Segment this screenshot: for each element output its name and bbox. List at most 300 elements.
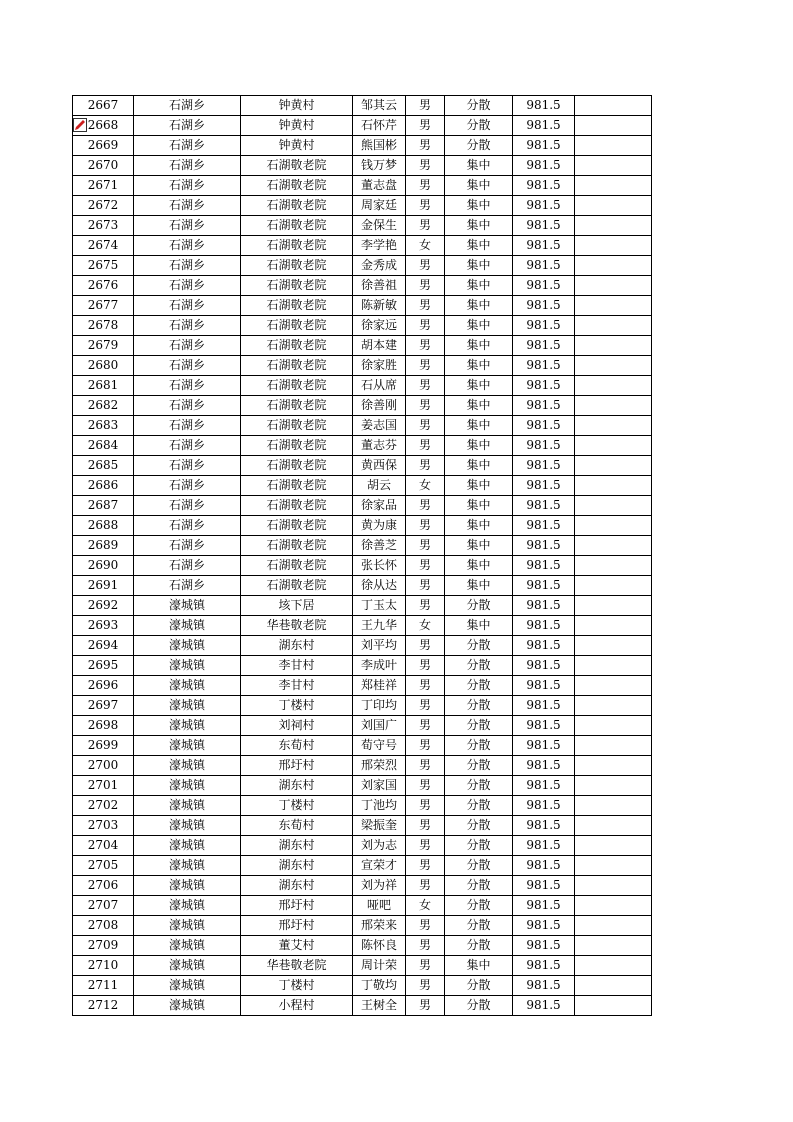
village-cell[interactable] [241,796,353,816]
support-type-cell[interactable] [445,816,513,836]
amount-cell[interactable] [513,336,575,356]
support-type-cell[interactable] [445,416,513,436]
blank-cell[interactable] [575,156,652,176]
gender-cell[interactable] [406,996,445,1016]
gender-cell[interactable] [406,196,445,216]
amount-cell[interactable] [513,876,575,896]
town-cell[interactable] [134,156,241,176]
name-cell[interactable] [353,656,406,676]
town-cell[interactable] [134,116,241,136]
blank-cell[interactable] [575,596,652,616]
blank-cell[interactable] [575,276,652,296]
village-cell[interactable] [241,976,353,996]
village-cell[interactable] [241,236,353,256]
blank-cell[interactable] [575,696,652,716]
name-cell[interactable] [353,516,406,536]
amount-cell[interactable] [513,276,575,296]
amount-cell[interactable] [513,116,575,136]
village-cell[interactable] [241,136,353,156]
gender-cell[interactable] [406,596,445,616]
amount-cell[interactable] [513,636,575,656]
village-cell[interactable] [241,776,353,796]
support-type-cell[interactable] [445,496,513,516]
town-cell[interactable] [134,516,241,536]
amount-cell[interactable] [513,136,575,156]
town-cell[interactable] [134,436,241,456]
gender-cell[interactable] [406,696,445,716]
id-cell[interactable] [73,496,134,516]
town-cell[interactable] [134,216,241,236]
town-cell[interactable] [134,236,241,256]
town-cell[interactable] [134,636,241,656]
village-cell[interactable] [241,716,353,736]
amount-cell[interactable] [513,536,575,556]
blank-cell[interactable] [575,896,652,916]
amount-cell[interactable] [513,516,575,536]
town-cell[interactable] [134,696,241,716]
amount-cell[interactable] [513,236,575,256]
support-type-cell[interactable] [445,996,513,1016]
gender-cell[interactable] [406,816,445,836]
amount-cell[interactable] [513,796,575,816]
id-cell[interactable] [73,216,134,236]
gender-cell[interactable] [406,376,445,396]
support-type-cell[interactable] [445,96,513,116]
blank-cell[interactable] [575,356,652,376]
amount-cell[interactable] [513,296,575,316]
amount-cell[interactable] [513,936,575,956]
gender-cell[interactable] [406,776,445,796]
blank-cell[interactable] [575,476,652,496]
village-cell[interactable] [241,836,353,856]
blank-cell[interactable] [575,516,652,536]
blank-cell[interactable] [575,636,652,656]
id-cell[interactable] [73,156,134,176]
blank-cell[interactable] [575,116,652,136]
name-cell[interactable] [353,816,406,836]
support-type-cell[interactable] [445,696,513,716]
gender-cell[interactable] [406,976,445,996]
id-cell[interactable] [73,356,134,376]
village-cell[interactable] [241,896,353,916]
village-cell[interactable] [241,156,353,176]
town-cell[interactable] [134,776,241,796]
gender-cell[interactable] [406,896,445,916]
amount-cell[interactable] [513,556,575,576]
name-cell[interactable] [353,956,406,976]
blank-cell[interactable] [575,416,652,436]
support-type-cell[interactable] [445,136,513,156]
town-cell[interactable] [134,876,241,896]
village-cell[interactable] [241,596,353,616]
amount-cell[interactable] [513,916,575,936]
support-type-cell[interactable] [445,116,513,136]
support-type-cell[interactable] [445,236,513,256]
village-cell[interactable] [241,876,353,896]
blank-cell[interactable] [575,836,652,856]
id-cell[interactable] [73,536,134,556]
support-type-cell[interactable] [445,536,513,556]
support-type-cell[interactable] [445,676,513,696]
blank-cell[interactable] [575,936,652,956]
town-cell[interactable] [134,916,241,936]
support-type-cell[interactable] [445,356,513,376]
village-cell[interactable] [241,656,353,676]
village-cell[interactable] [241,636,353,656]
support-type-cell[interactable] [445,456,513,476]
town-cell[interactable] [134,716,241,736]
village-cell[interactable] [241,396,353,416]
gender-cell[interactable] [406,496,445,516]
id-cell[interactable] [73,996,134,1016]
name-cell[interactable] [353,576,406,596]
town-cell[interactable] [134,756,241,776]
amount-cell[interactable] [513,416,575,436]
amount-cell[interactable] [513,316,575,336]
name-cell[interactable] [353,376,406,396]
gender-cell[interactable] [406,636,445,656]
name-cell[interactable] [353,596,406,616]
support-type-cell[interactable] [445,476,513,496]
blank-cell[interactable] [575,856,652,876]
town-cell[interactable] [134,96,241,116]
blank-cell[interactable] [575,776,652,796]
id-cell[interactable] [73,416,134,436]
id-cell[interactable] [73,596,134,616]
amount-cell[interactable] [513,616,575,636]
gender-cell[interactable] [406,616,445,636]
name-cell[interactable] [353,696,406,716]
name-cell[interactable] [353,476,406,496]
id-cell[interactable] [73,796,134,816]
town-cell[interactable] [134,796,241,816]
blank-cell[interactable] [575,816,652,836]
gender-cell[interactable] [406,536,445,556]
id-cell[interactable] [73,716,134,736]
support-type-cell[interactable] [445,956,513,976]
blank-cell[interactable] [575,916,652,936]
name-cell[interactable] [353,976,406,996]
support-type-cell[interactable] [445,596,513,616]
amount-cell[interactable] [513,196,575,216]
id-cell[interactable] [73,256,134,276]
name-cell[interactable] [353,676,406,696]
support-type-cell[interactable] [445,656,513,676]
blank-cell[interactable] [575,436,652,456]
name-cell[interactable] [353,756,406,776]
name-cell[interactable] [353,136,406,156]
blank-cell[interactable] [575,196,652,216]
blank-cell[interactable] [575,316,652,336]
blank-cell[interactable] [575,736,652,756]
support-type-cell[interactable] [445,796,513,816]
gender-cell[interactable] [406,96,445,116]
support-type-cell[interactable] [445,616,513,636]
name-cell[interactable] [353,336,406,356]
name-cell[interactable] [353,876,406,896]
name-cell[interactable] [353,856,406,876]
support-type-cell[interactable] [445,436,513,456]
id-cell[interactable] [73,956,134,976]
village-cell[interactable] [241,116,353,136]
blank-cell[interactable] [575,396,652,416]
id-cell[interactable] [73,736,134,756]
gender-cell[interactable] [406,556,445,576]
blank-cell[interactable] [575,876,652,896]
gender-cell[interactable] [406,396,445,416]
gender-cell[interactable] [406,316,445,336]
village-cell[interactable] [241,516,353,536]
amount-cell[interactable] [513,496,575,516]
blank-cell[interactable] [575,556,652,576]
amount-cell[interactable] [513,356,575,376]
town-cell[interactable] [134,176,241,196]
name-cell[interactable] [353,536,406,556]
id-cell[interactable] [73,556,134,576]
support-type-cell[interactable] [445,716,513,736]
blank-cell[interactable] [575,676,652,696]
amount-cell[interactable] [513,396,575,416]
id-cell[interactable] [73,656,134,676]
gender-cell[interactable] [406,476,445,496]
town-cell[interactable] [134,356,241,376]
village-cell[interactable] [241,496,353,516]
blank-cell[interactable] [575,976,652,996]
support-type-cell[interactable] [445,196,513,216]
name-cell[interactable] [353,776,406,796]
name-cell[interactable] [353,116,406,136]
id-cell[interactable] [73,456,134,476]
support-type-cell[interactable] [445,876,513,896]
gender-cell[interactable] [406,856,445,876]
name-cell[interactable] [353,276,406,296]
comment-pencil-icon[interactable] [73,118,87,132]
gender-cell[interactable] [406,136,445,156]
name-cell[interactable] [353,156,406,176]
support-type-cell[interactable] [445,856,513,876]
gender-cell[interactable] [406,916,445,936]
gender-cell[interactable] [406,156,445,176]
blank-cell[interactable] [575,376,652,396]
village-cell[interactable] [241,276,353,296]
town-cell[interactable] [134,276,241,296]
id-cell[interactable] [73,96,134,116]
name-cell[interactable] [353,716,406,736]
gender-cell[interactable] [406,176,445,196]
village-cell[interactable] [241,456,353,476]
amount-cell[interactable] [513,836,575,856]
town-cell[interactable] [134,816,241,836]
blank-cell[interactable] [575,796,652,816]
name-cell[interactable] [353,176,406,196]
gender-cell[interactable] [406,576,445,596]
village-cell[interactable] [241,856,353,876]
id-cell[interactable] [73,676,134,696]
id-cell[interactable] [73,176,134,196]
amount-cell[interactable] [513,216,575,236]
id-cell[interactable] [73,616,134,636]
village-cell[interactable] [241,536,353,556]
name-cell[interactable] [353,296,406,316]
town-cell[interactable] [134,956,241,976]
town-cell[interactable] [134,856,241,876]
blank-cell[interactable] [575,616,652,636]
name-cell[interactable] [353,416,406,436]
gender-cell[interactable] [406,216,445,236]
amount-cell[interactable] [513,676,575,696]
id-cell[interactable] [73,516,134,536]
support-type-cell[interactable] [445,836,513,856]
gender-cell[interactable] [406,116,445,136]
gender-cell[interactable] [406,436,445,456]
amount-cell[interactable] [513,976,575,996]
name-cell[interactable] [353,916,406,936]
town-cell[interactable] [134,296,241,316]
support-type-cell[interactable] [445,576,513,596]
town-cell[interactable] [134,536,241,556]
village-cell[interactable] [241,416,353,436]
amount-cell[interactable] [513,996,575,1016]
support-type-cell[interactable] [445,156,513,176]
support-type-cell[interactable] [445,216,513,236]
blank-cell[interactable] [575,996,652,1016]
village-cell[interactable] [241,736,353,756]
town-cell[interactable] [134,656,241,676]
id-cell[interactable] [73,856,134,876]
gender-cell[interactable] [406,876,445,896]
id-cell[interactable] [73,756,134,776]
support-type-cell[interactable] [445,756,513,776]
amount-cell[interactable] [513,696,575,716]
name-cell[interactable] [353,396,406,416]
amount-cell[interactable] [513,896,575,916]
town-cell[interactable] [134,996,241,1016]
gender-cell[interactable] [406,256,445,276]
amount-cell[interactable] [513,716,575,736]
village-cell[interactable] [241,996,353,1016]
blank-cell[interactable] [575,176,652,196]
amount-cell[interactable] [513,156,575,176]
support-type-cell[interactable] [445,256,513,276]
town-cell[interactable] [134,576,241,596]
blank-cell[interactable] [575,96,652,116]
village-cell[interactable] [241,336,353,356]
amount-cell[interactable] [513,736,575,756]
blank-cell[interactable] [575,496,652,516]
support-type-cell[interactable] [445,896,513,916]
amount-cell[interactable] [513,776,575,796]
gender-cell[interactable] [406,716,445,736]
village-cell[interactable] [241,696,353,716]
id-cell[interactable] [73,196,134,216]
blank-cell[interactable] [575,136,652,156]
town-cell[interactable] [134,256,241,276]
amount-cell[interactable] [513,96,575,116]
town-cell[interactable] [134,976,241,996]
village-cell[interactable] [241,256,353,276]
blank-cell[interactable] [575,756,652,776]
blank-cell[interactable] [575,236,652,256]
amount-cell[interactable] [513,376,575,396]
id-cell[interactable] [73,876,134,896]
support-type-cell[interactable] [445,296,513,316]
support-type-cell[interactable] [445,636,513,656]
name-cell[interactable] [353,796,406,816]
village-cell[interactable] [241,916,353,936]
name-cell[interactable] [353,616,406,636]
support-type-cell[interactable] [445,916,513,936]
gender-cell[interactable] [406,676,445,696]
support-type-cell[interactable] [445,556,513,576]
village-cell[interactable] [241,956,353,976]
id-cell[interactable] [73,576,134,596]
name-cell[interactable] [353,836,406,856]
town-cell[interactable] [134,736,241,756]
blank-cell[interactable] [575,216,652,236]
name-cell[interactable] [353,556,406,576]
village-cell[interactable] [241,176,353,196]
id-cell[interactable] [73,476,134,496]
gender-cell[interactable] [406,356,445,376]
amount-cell[interactable] [513,756,575,776]
name-cell[interactable] [353,636,406,656]
amount-cell[interactable] [513,176,575,196]
id-cell[interactable] [73,896,134,916]
name-cell[interactable] [353,256,406,276]
town-cell[interactable] [134,896,241,916]
support-type-cell[interactable] [445,276,513,296]
town-cell[interactable] [134,196,241,216]
support-type-cell[interactable] [445,316,513,336]
amount-cell[interactable] [513,436,575,456]
gender-cell[interactable] [406,296,445,316]
name-cell[interactable] [353,216,406,236]
amount-cell[interactable] [513,596,575,616]
village-cell[interactable] [241,576,353,596]
amount-cell[interactable] [513,856,575,876]
amount-cell[interactable] [513,256,575,276]
id-cell[interactable] [73,976,134,996]
support-type-cell[interactable] [445,336,513,356]
town-cell[interactable] [134,596,241,616]
gender-cell[interactable] [406,456,445,476]
town-cell[interactable] [134,936,241,956]
blank-cell[interactable] [575,536,652,556]
village-cell[interactable] [241,196,353,216]
support-type-cell[interactable] [445,516,513,536]
amount-cell[interactable] [513,456,575,476]
id-cell[interactable] [73,236,134,256]
blank-cell[interactable] [575,336,652,356]
id-cell[interactable] [73,336,134,356]
town-cell[interactable] [134,316,241,336]
village-cell[interactable] [241,676,353,696]
gender-cell[interactable] [406,956,445,976]
town-cell[interactable] [134,556,241,576]
support-type-cell[interactable] [445,396,513,416]
village-cell[interactable] [241,216,353,236]
id-cell[interactable] [73,296,134,316]
village-cell[interactable] [241,616,353,636]
id-cell[interactable] [73,396,134,416]
village-cell[interactable] [241,96,353,116]
town-cell[interactable] [134,836,241,856]
blank-cell[interactable] [575,296,652,316]
blank-cell[interactable] [575,656,652,676]
name-cell[interactable] [353,896,406,916]
town-cell[interactable] [134,496,241,516]
name-cell[interactable] [353,356,406,376]
